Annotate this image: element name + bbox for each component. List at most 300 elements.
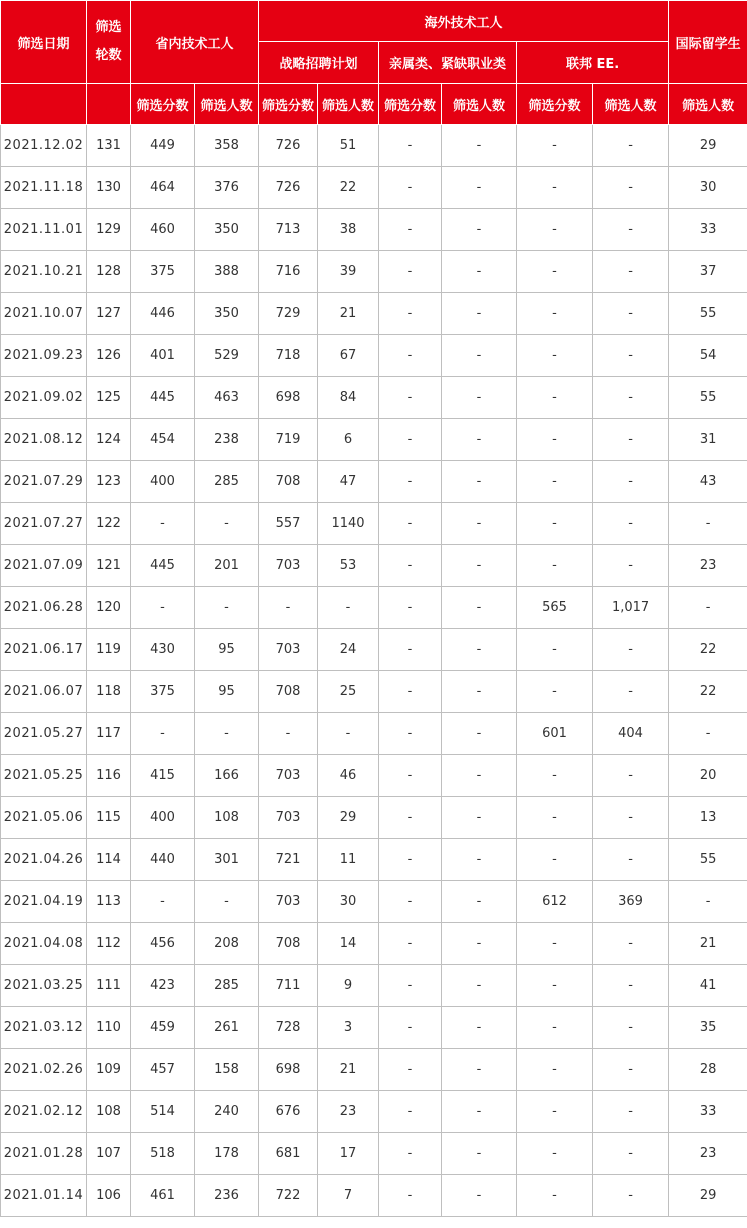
cell-round: 125 [87,377,131,419]
cell-family-count: - [442,251,517,293]
cell-strategic-score: 703 [259,629,318,671]
header-family: 亲属类、紧缺职业类 [379,42,517,84]
cell-federal-score: - [517,797,593,839]
cell-federal-count: 369 [593,881,669,923]
cell-round: 112 [87,923,131,965]
cell-family-score: - [379,755,442,797]
cell-provincial-count: 388 [195,251,259,293]
cell-provincial-score: - [131,503,195,545]
cell-strategic-count: 21 [318,293,379,335]
cell-intl-count: 22 [669,629,747,671]
cell-intl-count: 41 [669,965,747,1007]
cell-family-count: - [442,335,517,377]
cell-family-count: - [442,1091,517,1133]
cell-provincial-count: 358 [195,125,259,167]
cell-provincial-score: 460 [131,209,195,251]
cell-provincial-count: 158 [195,1049,259,1091]
cell-provincial-count: 285 [195,965,259,1007]
header-strategic-score: 筛选分数 [259,84,318,125]
cell-family-count: - [442,1049,517,1091]
cell-provincial-count: 95 [195,629,259,671]
cell-provincial-count: 376 [195,167,259,209]
cell-strategic-count: 7 [318,1175,379,1217]
cell-family-count: - [442,839,517,881]
cell-strategic-score: - [259,587,318,629]
cell-provincial-score: 430 [131,629,195,671]
cell-provincial-score: 457 [131,1049,195,1091]
cell-federal-score: - [517,965,593,1007]
cell-federal-score: - [517,293,593,335]
cell-strategic-count: 67 [318,335,379,377]
cell-date: 2021.07.09 [1,545,87,587]
cell-federal-count: - [593,629,669,671]
cell-provincial-score: 518 [131,1133,195,1175]
header-date: 筛选日期 [1,1,87,84]
cell-federal-count: - [593,839,669,881]
cell-strategic-count: 1140 [318,503,379,545]
cell-date: 2021.07.27 [1,503,87,545]
cell-federal-score: - [517,167,593,209]
cell-family-score: - [379,503,442,545]
cell-round: 110 [87,1007,131,1049]
cell-provincial-score: - [131,881,195,923]
cell-provincial-count: 529 [195,335,259,377]
cell-family-count: - [442,377,517,419]
table-row [1,335,747,377]
table-row [1,755,747,797]
cell-family-count: - [442,293,517,335]
cell-strategic-count: 29 [318,797,379,839]
cell-intl-count: 23 [669,545,747,587]
cell-provincial-count: 201 [195,545,259,587]
cell-federal-score: - [517,1133,593,1175]
table-row [1,1133,747,1175]
cell-strategic-score: 716 [259,251,318,293]
cell-intl-count: 37 [669,251,747,293]
cell-federal-count: - [593,251,669,293]
cell-intl-count: 55 [669,293,747,335]
cell-provincial-score: 400 [131,461,195,503]
cell-strategic-count: 24 [318,629,379,671]
cell-federal-score: - [517,335,593,377]
cell-strategic-score: 703 [259,797,318,839]
cell-provincial-score: 415 [131,755,195,797]
cell-provincial-count: 350 [195,293,259,335]
cell-date: 2021.04.08 [1,923,87,965]
cell-round: 127 [87,293,131,335]
table-body [1,125,747,1217]
cell-provincial-count: - [195,587,259,629]
table-row [1,671,747,713]
cell-federal-count: - [593,1049,669,1091]
table-row [1,881,747,923]
cell-strategic-score: 703 [259,881,318,923]
cell-federal-score: - [517,377,593,419]
cell-family-score: - [379,251,442,293]
table-row [1,167,747,209]
header-strategic-count: 筛选人数 [318,84,379,125]
cell-intl-count: 29 [669,1175,747,1217]
cell-federal-score: - [517,1007,593,1049]
cell-intl-count: 33 [669,209,747,251]
cell-family-count: - [442,209,517,251]
cell-strategic-count: 30 [318,881,379,923]
cell-intl-count: 43 [669,461,747,503]
cell-federal-score: - [517,125,593,167]
cell-family-count: - [442,965,517,1007]
cell-family-count: - [442,461,517,503]
cell-federal-count: - [593,1007,669,1049]
cell-federal-score: - [517,1091,593,1133]
cell-date: 2021.05.25 [1,755,87,797]
cell-strategic-count: 47 [318,461,379,503]
cell-intl-count: 55 [669,839,747,881]
cell-provincial-score: 456 [131,923,195,965]
cell-federal-score: - [517,251,593,293]
header-provincial-score: 筛选分数 [131,84,195,125]
cell-family-score: - [379,209,442,251]
cell-federal-count: 1,017 [593,587,669,629]
cell-family-score: - [379,965,442,1007]
cell-federal-count: - [593,209,669,251]
cell-date: 2021.10.21 [1,251,87,293]
header-federal-count: 筛选人数 [593,84,669,125]
table-row [1,545,747,587]
cell-family-score: - [379,713,442,755]
table-row [1,797,747,839]
table-row [1,587,747,629]
cell-family-count: - [442,713,517,755]
cell-strategic-score: 681 [259,1133,318,1175]
cell-intl-count: 30 [669,167,747,209]
cell-round: 119 [87,629,131,671]
cell-date: 2021.09.02 [1,377,87,419]
cell-federal-count: 404 [593,713,669,755]
cell-date: 2021.04.19 [1,881,87,923]
cell-round: 113 [87,881,131,923]
cell-round: 114 [87,839,131,881]
cell-federal-score: - [517,461,593,503]
cell-provincial-score: 459 [131,1007,195,1049]
cell-family-score: - [379,293,442,335]
cell-strategic-count: 22 [318,167,379,209]
cell-intl-count: - [669,503,747,545]
cell-provincial-score: 446 [131,293,195,335]
cell-strategic-count: 51 [318,125,379,167]
header-provincial-count: 筛选人数 [195,84,259,125]
cell-date: 2021.09.23 [1,335,87,377]
cell-family-count: - [442,125,517,167]
cell-family-score: - [379,629,442,671]
cell-round: 123 [87,461,131,503]
cell-family-score: - [379,167,442,209]
cell-strategic-count: 17 [318,1133,379,1175]
cell-federal-score: - [517,629,593,671]
cell-strategic-score: 726 [259,125,318,167]
cell-family-score: - [379,671,442,713]
cell-intl-count: 29 [669,125,747,167]
cell-intl-count: 23 [669,1133,747,1175]
cell-family-score: - [379,839,442,881]
cell-round: 116 [87,755,131,797]
cell-date: 2021.01.28 [1,1133,87,1175]
cell-strategic-score: 698 [259,377,318,419]
cell-federal-count: - [593,419,669,461]
cell-strategic-count: 23 [318,1091,379,1133]
header-federal: 联邦 EE. [517,42,669,84]
cell-family-score: - [379,797,442,839]
table-row [1,923,747,965]
cell-round: 131 [87,125,131,167]
cell-federal-count: - [593,923,669,965]
cell-family-count: - [442,419,517,461]
cell-date: 2021.10.07 [1,293,87,335]
cell-intl-count: 13 [669,797,747,839]
cell-federal-score: - [517,671,593,713]
cell-family-count: - [442,167,517,209]
cell-federal-count: - [593,545,669,587]
cell-family-score: - [379,923,442,965]
cell-family-count: - [442,1133,517,1175]
cell-strategic-count: 25 [318,671,379,713]
cell-round: 126 [87,335,131,377]
cell-strategic-count: 3 [318,1007,379,1049]
cell-federal-count: - [593,125,669,167]
header-family-score: 筛选分数 [379,84,442,125]
cell-intl-count: 55 [669,377,747,419]
cell-intl-count: - [669,881,747,923]
cell-federal-count: - [593,671,669,713]
cell-provincial-count: 285 [195,461,259,503]
cell-federal-score: - [517,503,593,545]
cell-provincial-score: 423 [131,965,195,1007]
cell-strategic-score: 729 [259,293,318,335]
cell-provincial-score: 454 [131,419,195,461]
cell-family-score: - [379,125,442,167]
table-row [1,419,747,461]
cell-round: 129 [87,209,131,251]
cell-family-score: - [379,1091,442,1133]
cell-strategic-score: 728 [259,1007,318,1049]
table-row [1,1049,747,1091]
cell-strategic-score: 708 [259,461,318,503]
table-row [1,713,747,755]
cell-round: 109 [87,1049,131,1091]
cell-provincial-score: 461 [131,1175,195,1217]
cell-intl-count: 28 [669,1049,747,1091]
header-date-blank [1,84,87,125]
cell-strategic-score: 722 [259,1175,318,1217]
cell-provincial-count: - [195,881,259,923]
cell-federal-count: - [593,377,669,419]
cell-intl-count: 54 [669,335,747,377]
table-row [1,125,747,167]
cell-date: 2021.11.01 [1,209,87,251]
cell-family-score: - [379,377,442,419]
cell-strategic-count: 38 [318,209,379,251]
cell-federal-score: - [517,923,593,965]
cell-family-count: - [442,755,517,797]
cell-round: 111 [87,965,131,1007]
cell-family-count: - [442,629,517,671]
cell-strategic-score: 711 [259,965,318,1007]
cell-federal-count: - [593,965,669,1007]
cell-round: 130 [87,167,131,209]
cell-intl-count: - [669,587,747,629]
cell-family-count: - [442,1007,517,1049]
cell-provincial-count: 208 [195,923,259,965]
cell-provincial-score: 445 [131,377,195,419]
cell-provincial-score: 449 [131,125,195,167]
cell-family-score: - [379,335,442,377]
cell-round: 106 [87,1175,131,1217]
header-intl-count: 筛选人数 [669,84,747,125]
cell-provincial-score: 440 [131,839,195,881]
cell-round: 118 [87,671,131,713]
cell-provincial-count: 301 [195,839,259,881]
cell-federal-count: - [593,503,669,545]
cell-date: 2021.05.06 [1,797,87,839]
cell-family-score: - [379,545,442,587]
table-row [1,251,747,293]
header-provincial: 省内技术工人 [131,1,259,84]
cell-provincial-count: - [195,503,259,545]
cell-family-count: - [442,881,517,923]
cell-family-score: - [379,587,442,629]
cell-strategic-score: 703 [259,755,318,797]
cell-family-score: - [379,881,442,923]
header-intl: 国际留学生 [669,1,747,84]
cell-strategic-count: 84 [318,377,379,419]
cell-federal-count: - [593,293,669,335]
cell-federal-score: - [517,755,593,797]
cell-provincial-score: 514 [131,1091,195,1133]
cell-federal-score: - [517,1175,593,1217]
cell-date: 2021.04.26 [1,839,87,881]
cell-date: 2021.06.07 [1,671,87,713]
cell-strategic-score: 713 [259,209,318,251]
cell-federal-score: - [517,545,593,587]
cell-provincial-count: 95 [195,671,259,713]
table-row [1,1007,747,1049]
cell-strategic-count: - [318,587,379,629]
header-strategic: 战略招聘计划 [259,42,379,84]
cell-federal-score: 601 [517,713,593,755]
cell-provincial-score: 445 [131,545,195,587]
header-overseas: 海外技术工人 [259,1,669,42]
cell-provincial-count: 261 [195,1007,259,1049]
cell-date: 2021.02.26 [1,1049,87,1091]
cell-round: 107 [87,1133,131,1175]
cell-date: 2021.11.18 [1,167,87,209]
cell-strategic-count: - [318,713,379,755]
cell-date: 2021.08.12 [1,419,87,461]
cell-round: 121 [87,545,131,587]
cell-strategic-count: 14 [318,923,379,965]
cell-provincial-score: 464 [131,167,195,209]
cell-intl-count: 20 [669,755,747,797]
cell-federal-score: - [517,419,593,461]
cell-intl-count: 33 [669,1091,747,1133]
cell-strategic-score: 708 [259,671,318,713]
table-row [1,209,747,251]
cell-date: 2021.03.25 [1,965,87,1007]
table-row [1,293,747,335]
cell-family-score: - [379,1175,442,1217]
header-round-blank [87,84,131,125]
cell-family-count: - [442,1175,517,1217]
cell-strategic-score: 708 [259,923,318,965]
header-federal-score: 筛选分数 [517,84,593,125]
cell-strategic-score: 703 [259,545,318,587]
cell-strategic-score: 719 [259,419,318,461]
cell-round: 128 [87,251,131,293]
cell-provincial-score: 375 [131,251,195,293]
cell-date: 2021.12.02 [1,125,87,167]
cell-federal-count: - [593,755,669,797]
cell-federal-count: - [593,461,669,503]
cell-date: 2021.07.29 [1,461,87,503]
cell-intl-count: - [669,713,747,755]
cell-date: 2021.03.12 [1,1007,87,1049]
header-family-count: 筛选人数 [442,84,517,125]
cell-federal-score: - [517,209,593,251]
table-row [1,461,747,503]
header-round: 筛选 轮数 [87,1,131,84]
cell-federal-score: - [517,1049,593,1091]
cell-federal-score: 565 [517,587,593,629]
cell-federal-score: 612 [517,881,593,923]
cell-family-count: - [442,503,517,545]
cell-round: 120 [87,587,131,629]
cell-provincial-count: 350 [195,209,259,251]
cell-federal-count: - [593,797,669,839]
table-row [1,965,747,1007]
cell-provincial-count: 240 [195,1091,259,1133]
cell-round: 117 [87,713,131,755]
cell-provincial-count: 238 [195,419,259,461]
cell-family-score: - [379,1007,442,1049]
cell-strategic-count: 53 [318,545,379,587]
cell-strategic-score: 557 [259,503,318,545]
cell-provincial-score: 401 [131,335,195,377]
cell-strategic-count: 39 [318,251,379,293]
cell-provincial-count: - [195,713,259,755]
cell-date: 2021.02.12 [1,1091,87,1133]
table-row [1,1091,747,1133]
table-row [1,629,747,671]
table-header [1,1,747,125]
cell-strategic-count: 21 [318,1049,379,1091]
cell-provincial-count: 236 [195,1175,259,1217]
cell-family-score: - [379,1133,442,1175]
cell-federal-count: - [593,1133,669,1175]
cell-provincial-count: 108 [195,797,259,839]
cell-provincial-count: 463 [195,377,259,419]
cell-family-count: - [442,671,517,713]
cell-date: 2021.05.27 [1,713,87,755]
table-row [1,377,747,419]
cell-strategic-score: 676 [259,1091,318,1133]
cell-strategic-count: 46 [318,755,379,797]
cell-provincial-count: 166 [195,755,259,797]
cell-round: 108 [87,1091,131,1133]
cell-intl-count: 21 [669,923,747,965]
cell-provincial-score: - [131,587,195,629]
cell-federal-score: - [517,839,593,881]
cell-provincial-score: 400 [131,797,195,839]
cell-round: 115 [87,797,131,839]
